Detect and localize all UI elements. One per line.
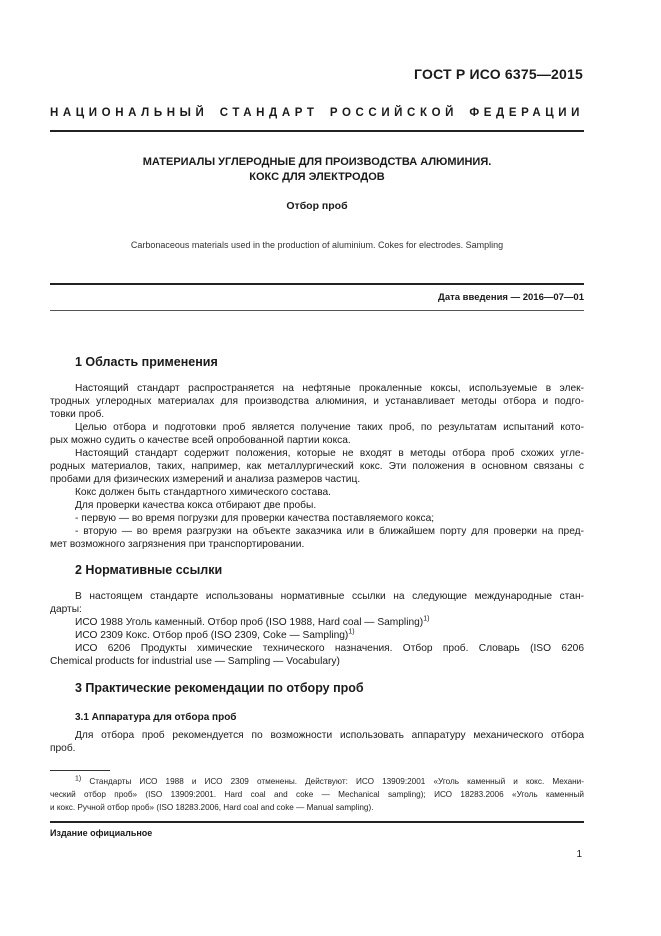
footnote-text: Стандарты ИСО 1988 и ИСО 2309 отменены. Действуют: ИСО 13909:2001 «Уголь каменный и кокс. Механи-: [89, 777, 584, 786]
standard-code: ГОСТ Р ИСО 6375—2015: [414, 66, 583, 82]
s2-line: дарты:: [50, 604, 82, 615]
s1-line: рых можно судить о качестве всей опробованной партии кокса.: [50, 435, 351, 446]
document-subtitle: Отбор проб: [286, 200, 348, 212]
s1-line: Кокс должен быть стандартного химического состава.: [75, 487, 332, 498]
page-number: 1: [576, 849, 582, 860]
s2-reference-iso1988: [75, 616, 584, 629]
s1-line: товки проб.: [50, 409, 105, 420]
footnote-divider: [50, 770, 110, 771]
s3-line: Для отбора проб рекомендуется по возможности использовать аппаратуру механического отбора: [75, 730, 584, 741]
s1-line: - вторую — во время разгрузки на объекте заказчика или в ближайшем порту для проверки на пред-: [75, 526, 584, 537]
s2-reference-iso2309: [75, 629, 584, 642]
title-line-2: КОКС ДЛЯ ЭЛЕКТРОДОВ: [249, 171, 385, 183]
footnote-line: ческий отбор проб» (ISO 13909:2001. Hard coal and coke — Mechanical sampling); ИСО 18283.2006 «Уголь каменный: [50, 790, 584, 799]
s1-line: Целью отбора и подготовки проб является получение таких проб, по результатам испытаний кото-: [75, 422, 584, 433]
section-3-heading: 3 Практические рекомендации по отбору проб: [75, 681, 364, 695]
title-divider: [50, 283, 584, 285]
s1-line: Настоящий стандарт распространяется на нефтяные прокаленные коксы, используемые в элек-: [75, 383, 584, 394]
s3-line: проб.: [50, 743, 76, 754]
s2-reference-iso6206: ИСО 6206 Продукты химические технического назначения. Отбор проб. Словарь (ISO 6206: [75, 643, 584, 654]
footer-divider: [50, 821, 584, 823]
s2-reference-text: ИСО 2309 Кокс. Отбор проб (ISO 2309, Coke — Sampling): [75, 630, 349, 641]
header-divider: [50, 130, 584, 132]
s2-line: Chemical products for industrial use — Sampling — Vocabulary): [50, 656, 340, 667]
s2-reference-text: ИСО 1988 Уголь каменный. Отбор проб (ISO 1988, Hard coal — Sampling): [75, 617, 424, 628]
s2-line: В настоящем стандарте использованы нормативные ссылки на следующие международные стан-: [75, 591, 584, 602]
footnote-mark: 1): [75, 775, 82, 783]
s1-line: пробами для физических измерений и анализа размеров частиц.: [50, 474, 361, 485]
introduction-date: Дата введения — 2016—07—01: [438, 292, 584, 303]
footnote-mark: 1): [423, 615, 430, 623]
footnote-mark: 1): [348, 628, 355, 636]
official-edition-label: Издание официальное: [50, 828, 153, 838]
s1-line: тродных углеродных материалах для производства алюминия, и устанавливает методы отбора и подго-: [50, 396, 584, 407]
footnote-line: [75, 775, 584, 788]
document-title: [50, 155, 584, 185]
s1-line: родных материалов, таких, например, как металлургический кокс. Эти положения в основном связаны с: [50, 461, 584, 472]
national-standard-banner: НАЦИОНАЛЬНЫЙ СТАНДАРТ РОССИЙСКОЙ ФЕДЕРАЦИИ: [50, 107, 584, 119]
section-3-1-heading: 3.1 Аппаратура для отбора проб: [75, 712, 237, 723]
s1-line: Для проверки качества кокса отбирают две пробы.: [75, 500, 317, 511]
title-line-1: МАТЕРИАЛЫ УГЛЕРОДНЫЕ ДЛЯ ПРОИЗВОДСТВА АЛЮМИНИЯ.: [142, 156, 492, 168]
date-divider: [50, 310, 584, 311]
s1-line: Настоящий стандарт содержит положения, которые не входят в методы отбора проб схожих угле-: [75, 448, 584, 459]
s1-line: - первую — во время погрузки для проверки качества поставляемого кокса;: [75, 513, 435, 524]
footnote-line: и кокс. Ручной отбор проб» (ISO 18283.2006, Hard coal and coke — Manual sampling).: [50, 803, 374, 812]
section-2-heading: 2 Нормативные ссылки: [75, 563, 223, 577]
s1-line: мет возможного загрязнения при транспортировании.: [50, 539, 305, 550]
section-1-heading: 1 Область применения: [75, 355, 218, 369]
english-title: Carbonaceous materials used in the production of aluminium. Cokes for electrodes. Sampling: [130, 240, 504, 250]
